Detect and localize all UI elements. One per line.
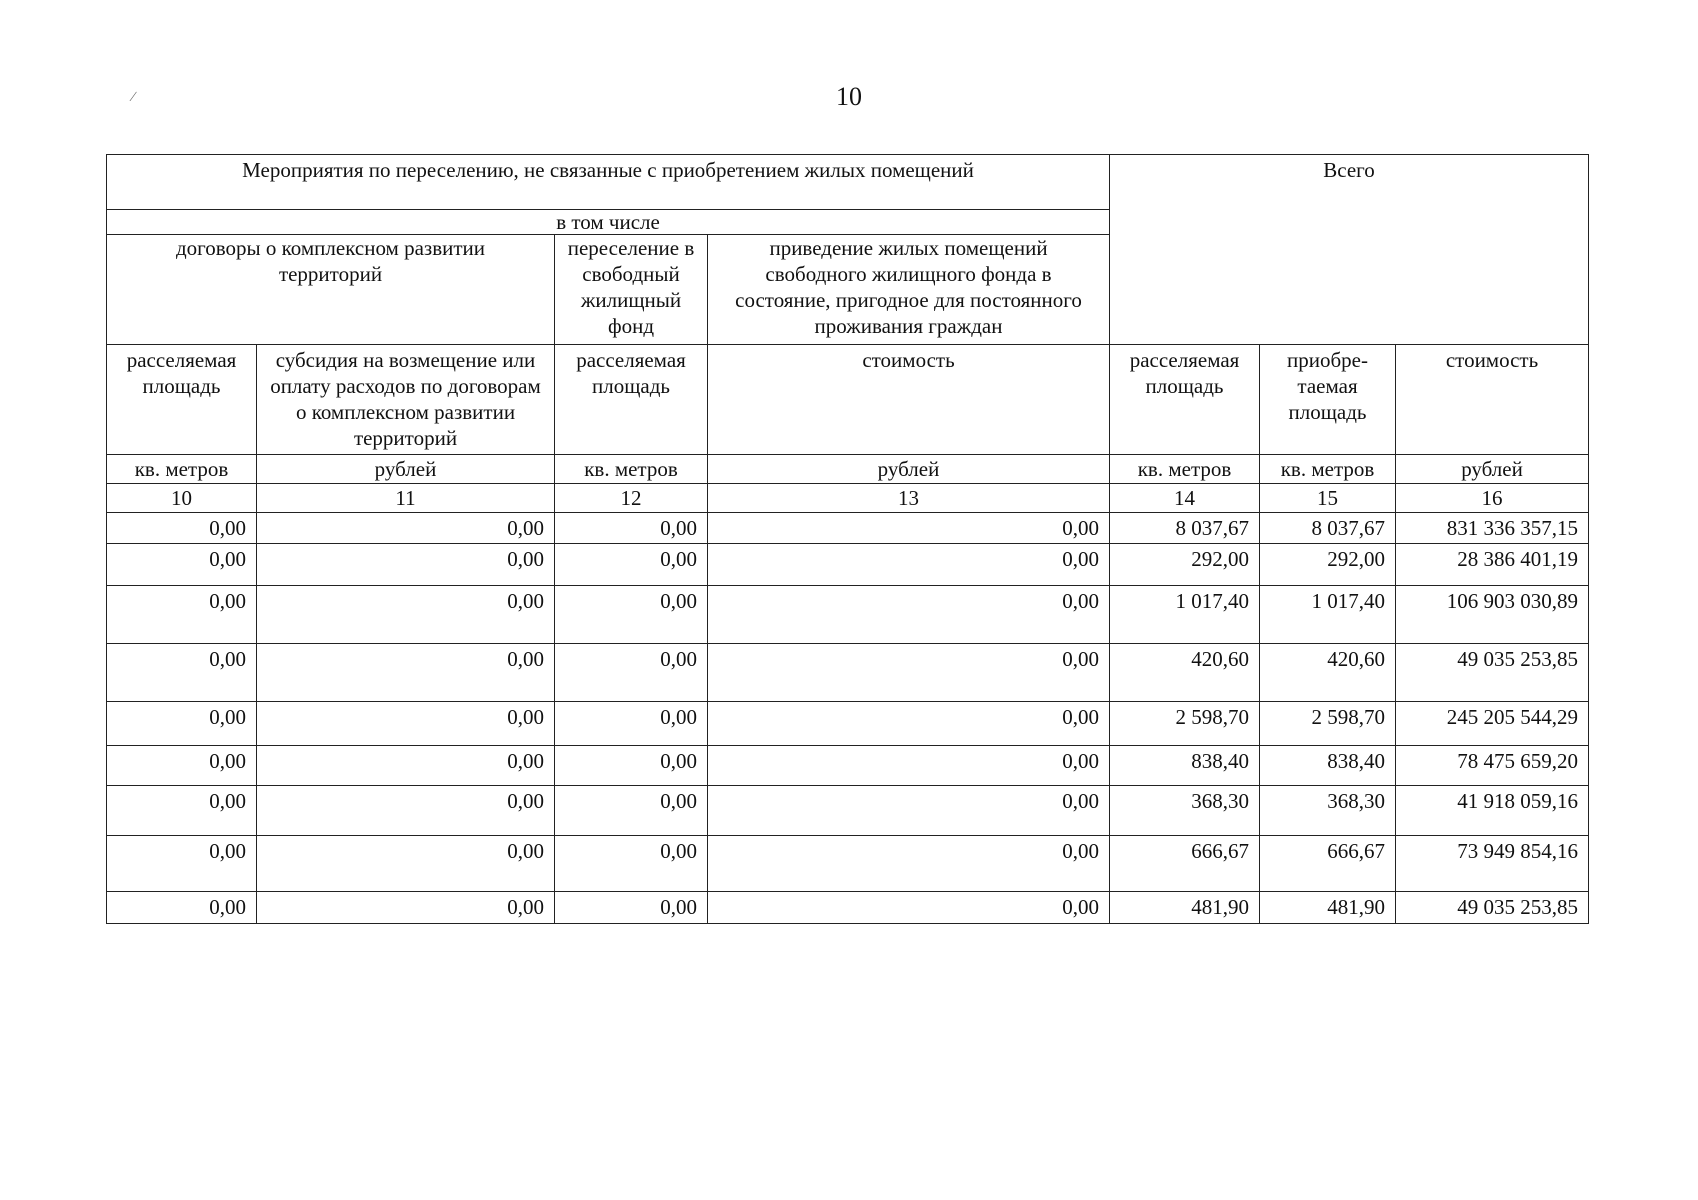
table-row (107, 544, 1589, 586)
table-cell: 0,00 (257, 586, 555, 644)
table-cell: 0,00 (257, 836, 555, 892)
table-cell: 0,00 (555, 786, 708, 836)
col-header-14: расселяемая площадь (1110, 345, 1260, 455)
table-cell: 78 475 659,20 (1396, 746, 1589, 786)
resettlement-table (106, 154, 1589, 924)
table-cell: 292,00 (1260, 544, 1396, 586)
table-row (107, 746, 1589, 786)
table-cell: 0,00 (555, 746, 708, 786)
table-cell: 481,90 (1260, 892, 1396, 924)
unit-cell: рублей (257, 455, 555, 484)
table-row (107, 513, 1589, 544)
column-number: 11 (257, 484, 555, 513)
col-header-13: стоимость (708, 345, 1110, 455)
table-cell: 292,00 (1110, 544, 1260, 586)
column-number: 14 (1110, 484, 1260, 513)
units-row (107, 455, 1589, 484)
table-cell: 0,00 (107, 836, 257, 892)
table-cell: 0,00 (107, 702, 257, 746)
table-cell: 0,00 (107, 544, 257, 586)
col-header-11: субсидия на возмещение или оплату расходов по договорам о комплексном развитии территорий (257, 345, 555, 455)
table-cell: 0,00 (257, 644, 555, 702)
table-cell: 368,30 (1110, 786, 1260, 836)
col-header-15: приобре-таемая площадь (1260, 345, 1396, 455)
table-cell: 245 205 544,29 (1396, 702, 1589, 746)
subgroup-complex-development: договоры о комплексном развитии территорий (107, 235, 555, 345)
table-cell: 0,00 (257, 544, 555, 586)
table-cell: 73 949 854,16 (1396, 836, 1589, 892)
table-cell: 0,00 (107, 746, 257, 786)
column-numbers-row (107, 484, 1589, 513)
table-cell: 0,00 (555, 644, 708, 702)
column-number: 12 (555, 484, 708, 513)
scan-mark: ∕ (132, 90, 135, 105)
table-cell: 0,00 (555, 892, 708, 924)
col-header-16: стоимость (1396, 345, 1589, 455)
table-cell: 49 035 253,85 (1396, 892, 1589, 924)
table-row (107, 586, 1589, 644)
column-number: 10 (107, 484, 257, 513)
col-header-12: расселяемая площадь (555, 345, 708, 455)
table-row (107, 644, 1589, 702)
table-cell: 0,00 (708, 786, 1110, 836)
total-title-cell: Всего (1110, 155, 1589, 345)
subgroup-free-housing: переселение в свободный жилищный фонд (555, 235, 708, 345)
unit-cell: кв. метров (1260, 455, 1396, 484)
table-cell: 0,00 (257, 892, 555, 924)
table-cell: 1 017,40 (1260, 586, 1396, 644)
table-body (107, 513, 1589, 924)
unit-cell: кв. метров (555, 455, 708, 484)
table-cell: 0,00 (257, 513, 555, 544)
table-cell: 8 037,67 (1110, 513, 1260, 544)
table-row (107, 892, 1589, 924)
page-number: 10 (836, 82, 862, 111)
table-cell: 41 918 059,16 (1396, 786, 1589, 836)
table-cell: 0,00 (257, 702, 555, 746)
col-header-10: расселяемая площадь (107, 345, 257, 455)
table-cell: 0,00 (555, 836, 708, 892)
table-cell: 0,00 (107, 513, 257, 544)
including-cell: в том числе (107, 210, 1110, 235)
table-row (107, 786, 1589, 836)
unit-cell: рублей (1396, 455, 1589, 484)
table-cell: 28 386 401,19 (1396, 544, 1589, 586)
table-cell: 2 598,70 (1260, 702, 1396, 746)
table-header (107, 155, 1589, 513)
table-cell: 838,40 (1110, 746, 1260, 786)
table-cell: 0,00 (107, 586, 257, 644)
column-number: 15 (1260, 484, 1396, 513)
table-cell: 481,90 (1110, 892, 1260, 924)
table-cell: 0,00 (708, 544, 1110, 586)
table-cell: 0,00 (708, 644, 1110, 702)
table-cell: 106 903 030,89 (1396, 586, 1589, 644)
table-cell: 2 598,70 (1110, 702, 1260, 746)
table-row (107, 836, 1589, 892)
table-cell: 0,00 (555, 702, 708, 746)
table-cell: 420,60 (1260, 644, 1396, 702)
column-number: 16 (1396, 484, 1589, 513)
subgroup-housing-repair: приведение жилых помещений свободного жилищного фонда в состояние, пригодное для постоянного проживания граждан (708, 235, 1110, 345)
table-cell: 666,67 (1110, 836, 1260, 892)
table-cell: 0,00 (708, 702, 1110, 746)
table-cell: 0,00 (555, 586, 708, 644)
table-cell: 0,00 (107, 892, 257, 924)
table-cell: 420,60 (1110, 644, 1260, 702)
table-cell: 0,00 (555, 544, 708, 586)
unit-cell: рублей (708, 455, 1110, 484)
group-title-cell: Мероприятия по переселению, не связанные с приобретением жилых помещений (107, 155, 1110, 210)
unit-cell: кв. метров (107, 455, 257, 484)
table-cell: 666,67 (1260, 836, 1396, 892)
table-cell: 0,00 (107, 786, 257, 836)
table-cell: 49 035 253,85 (1396, 644, 1589, 702)
table-cell: 0,00 (708, 836, 1110, 892)
table-cell: 0,00 (257, 786, 555, 836)
table-cell: 0,00 (555, 513, 708, 544)
table-cell: 0,00 (708, 892, 1110, 924)
table-row (107, 702, 1589, 746)
table-cell: 1 017,40 (1110, 586, 1260, 644)
column-number: 13 (708, 484, 1110, 513)
table-cell: 0,00 (708, 586, 1110, 644)
table-cell: 0,00 (708, 513, 1110, 544)
table-cell: 0,00 (107, 644, 257, 702)
table-cell: 0,00 (257, 746, 555, 786)
table-cell: 0,00 (708, 746, 1110, 786)
table-cell: 831 336 357,15 (1396, 513, 1589, 544)
table-cell: 368,30 (1260, 786, 1396, 836)
table-cell: 838,40 (1260, 746, 1396, 786)
unit-cell: кв. метров (1110, 455, 1260, 484)
table-cell: 8 037,67 (1260, 513, 1396, 544)
